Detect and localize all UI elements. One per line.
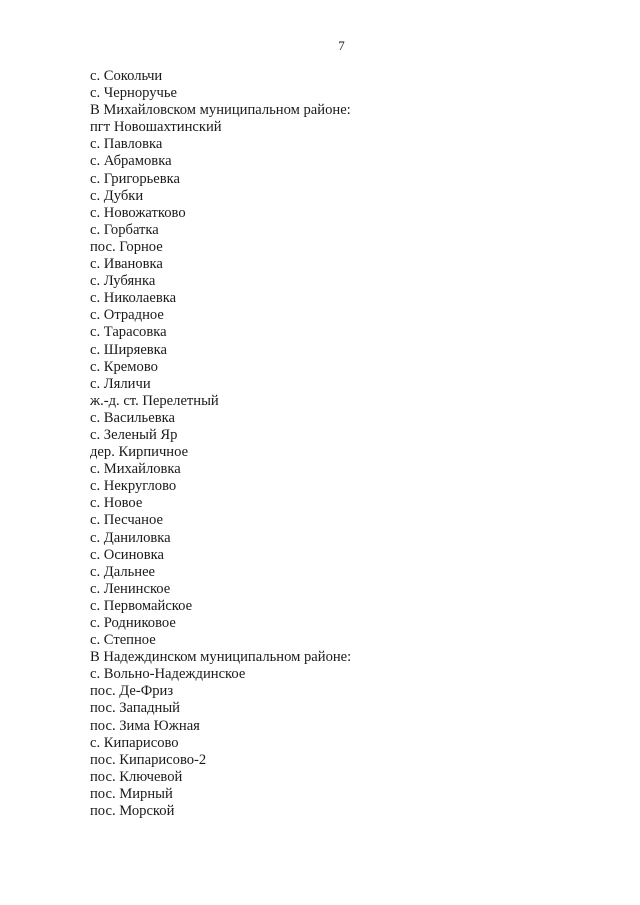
settlement-item: пгт Новошахтинский bbox=[90, 119, 222, 136]
settlement-list bbox=[90, 68, 351, 820]
settlement-item: дер. Кирпичное bbox=[90, 444, 189, 461]
settlement-item: с. Горбатка bbox=[90, 221, 159, 238]
settlement-item: с. Николаевка bbox=[90, 290, 177, 307]
settlement-item: с. Михайловка bbox=[90, 461, 181, 478]
settlement-item: с. Дубки bbox=[90, 187, 144, 204]
settlement-item: с. Степное bbox=[90, 632, 156, 649]
settlement-item: с. Васильевка bbox=[90, 409, 175, 426]
settlement-item: с. Ширяевка bbox=[90, 341, 168, 358]
settlement-item: с. Вольно-Надеждинское bbox=[90, 666, 246, 683]
settlement-item: с. Ляличи bbox=[90, 375, 151, 392]
settlement-item: пос. Морской bbox=[90, 803, 175, 820]
settlement-item: пос. Де-Фриз bbox=[90, 683, 174, 700]
settlement-item: с. Абрамовка bbox=[90, 153, 172, 170]
settlement-item: с. Павловка bbox=[90, 136, 163, 153]
settlement-item: с. Ивановка bbox=[90, 256, 163, 273]
page-number: 7 bbox=[338, 38, 345, 53]
settlement-item: с. Даниловка bbox=[90, 529, 171, 546]
settlement-item: с. Песчаное bbox=[90, 512, 163, 529]
settlement-item: с. Родниковое bbox=[90, 615, 176, 631]
settlement-item: с. Отрадное bbox=[90, 307, 164, 324]
settlement-item: пос. Ключевой bbox=[90, 768, 183, 785]
settlement-item: с. Ленинское bbox=[90, 580, 171, 597]
settlement-item: с. Дальнее bbox=[90, 563, 156, 580]
district-heading: В Михайловском муниципальном районе: bbox=[90, 102, 351, 119]
settlement-item: пос. Горное bbox=[90, 238, 163, 255]
settlement-item: с. Тарасовка bbox=[90, 324, 167, 341]
settlement-item: с. Кипарисово bbox=[90, 734, 179, 751]
settlement-item: с. Григорьевка bbox=[90, 170, 180, 187]
settlement-item: с. Сокольчи bbox=[90, 68, 163, 84]
settlement-item: с. Черноручье bbox=[90, 85, 178, 102]
settlement-item: с. Кремово bbox=[90, 358, 158, 375]
district-heading: В Надеждинском муниципальном районе: bbox=[90, 649, 352, 666]
settlement-item: пос. Кипарисово-2 bbox=[90, 751, 207, 768]
settlement-item: с. Новожатково bbox=[90, 204, 186, 221]
settlement-item: пос. Зима Южная bbox=[90, 717, 200, 734]
settlement-item: с. Лубянка bbox=[90, 273, 156, 290]
settlement-item: пос. Западный bbox=[90, 700, 180, 717]
settlement-item: с. Новое bbox=[90, 495, 143, 512]
settlement-item: с. Зеленый Яр bbox=[90, 426, 178, 443]
settlement-item: с. Первомайское bbox=[90, 597, 193, 614]
settlement-item: с. Осиновка bbox=[90, 546, 164, 563]
settlement-item: с. Некруглово bbox=[90, 478, 177, 495]
settlement-item: пос. Мирный bbox=[90, 785, 173, 802]
settlement-item: ж.-д. ст. Перелетный bbox=[90, 392, 219, 409]
